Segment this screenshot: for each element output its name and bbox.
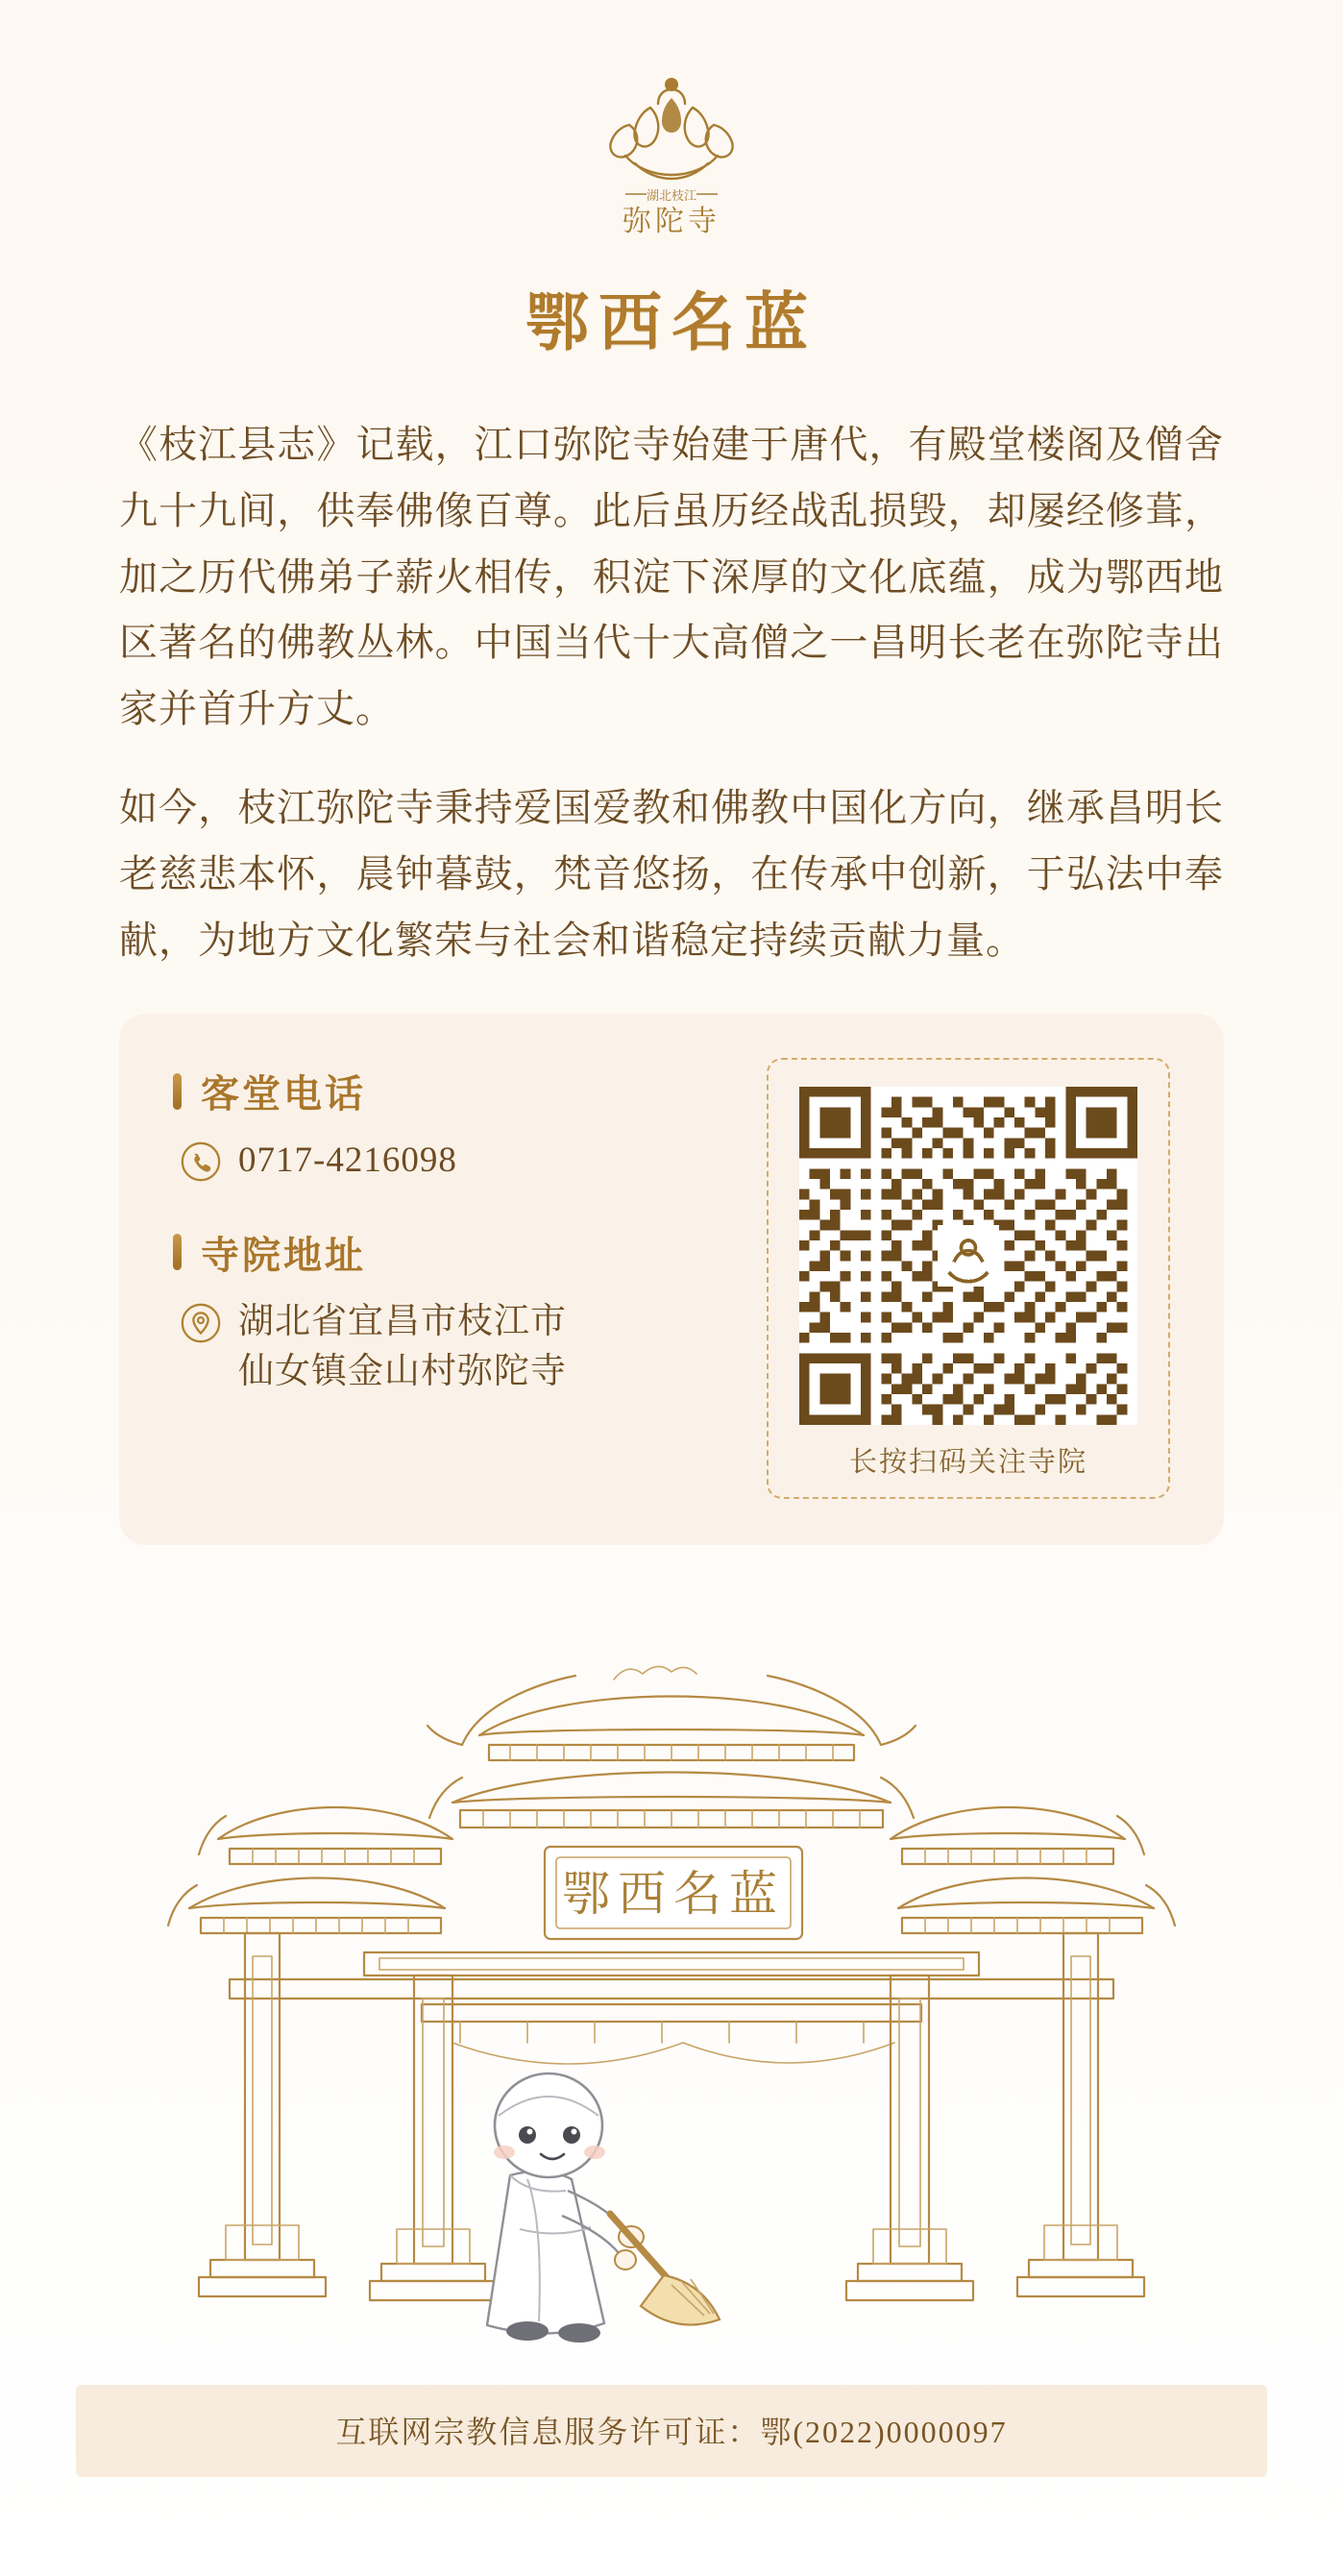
plaque-text: 鄂西名蓝 — [562, 1867, 785, 1922]
archway-roofs — [427, 1667, 916, 1828]
phone-row[interactable] — [179, 1136, 749, 1187]
archway-left-roof — [168, 1807, 452, 1933]
article-body — [119, 412, 1224, 973]
accent-bar — [173, 1073, 182, 1110]
sweeping-monk-illustration — [487, 2073, 720, 2343]
qr-block[interactable] — [767, 1058, 1170, 1499]
qr-caption: 长按扫码关注寺院 — [848, 1447, 1087, 1479]
archway-plaque — [545, 1847, 802, 1939]
archway-right-roof — [891, 1807, 1175, 1933]
paragraph-2: 如今，枝江弥陀寺秉持爱国爱教和佛教中国化方向，继承昌明长老慈悲本怀，晨钟暮鼓，梵音悠扬，在传承中创新，于弘法中奉献，为地方文化繁荣与社会和谐稳定持续贡献力量。 — [119, 785, 1224, 962]
phone-section-title — [173, 1064, 749, 1118]
license-footer: 互联网宗教信息服务许可证：鄂(2022)0000097 — [76, 2385, 1267, 2477]
temple-logo — [0, 0, 1343, 242]
lotus-buddha-icon — [591, 60, 752, 242]
address-row[interactable] — [179, 1297, 749, 1398]
archway-beams — [230, 1952, 1113, 2064]
temple-archway-illustration — [76, 1591, 1267, 2360]
qr-code-image[interactable] — [799, 1087, 1137, 1425]
accent-bar — [173, 1234, 182, 1270]
address-line-1: 湖北省宜昌市枝江市 — [238, 1301, 567, 1341]
address-line-2: 仙女镇金山村弥陀寺 — [238, 1352, 567, 1392]
phone-title-text: 客堂电话 — [201, 1072, 366, 1116]
address-section-title — [173, 1225, 749, 1280]
logo-name: 弥陀寺 — [623, 206, 720, 237]
archway-pillars — [245, 1933, 1098, 2264]
page-title: 鄂西名蓝 — [525, 288, 818, 358]
contact-details — [173, 1058, 749, 1398]
address-value-wrap — [238, 1297, 567, 1398]
phone-number: 0717-4216098 — [238, 1141, 457, 1181]
contact-card — [119, 1014, 1224, 1545]
address-title-text: 寺院地址 — [201, 1233, 366, 1277]
logo-subtitle: 湖北枝江 — [646, 188, 697, 203]
phone-icon — [179, 1140, 223, 1184]
location-pin-icon — [179, 1301, 223, 1345]
paragraph-1: 《枝江县志》记载，江口弥陀寺始建于唐代，有殿堂楼阁及僧舍九十九间，供奉佛像百尊。此后虽历经战乱损毁，却屡经修葺，加之历代佛弟子薪火相传，积淀下深厚的文化底蕴，成为鄂西地区著名的佛教丛林。中国当代十大高僧之一昌明长老在弥陀寺出家并首升方丈。 — [119, 423, 1224, 731]
phone-value-wrap — [238, 1136, 457, 1187]
